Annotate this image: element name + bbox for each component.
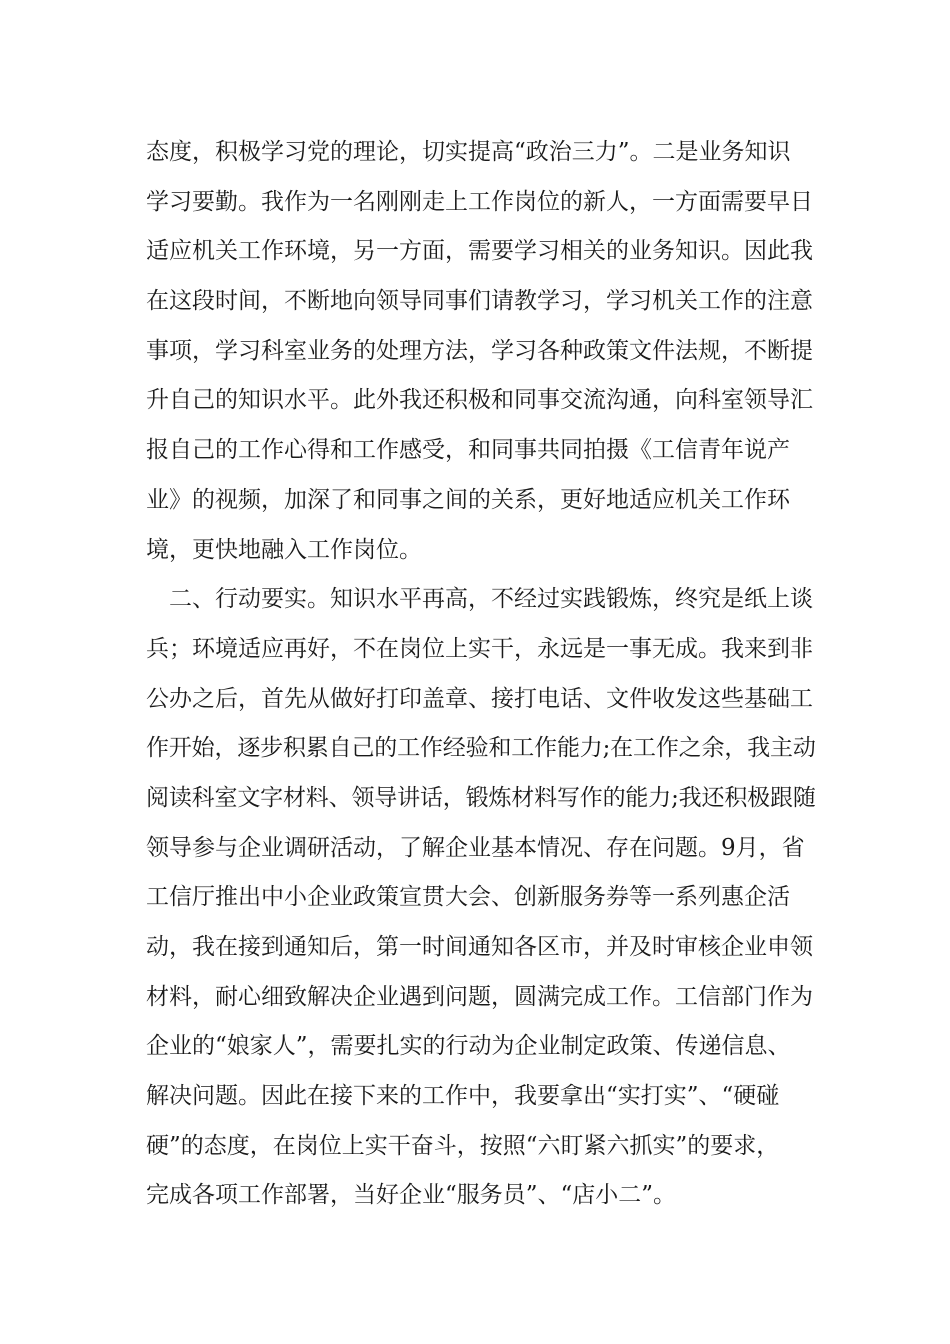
text-line: 报自己的工作心得和工作感受，和同事共同拍摄《工信青年说产: [146, 437, 790, 464]
text-line: 在这段时间，不断地向领导同事们请教学习，学习机关工作的注意: [146, 288, 813, 315]
text-line: 事项，学习科室业务的处理方法，学习各种政策文件法规，不断提: [146, 337, 813, 364]
text-line: 适应机关工作环境，另一方面，需要学习相关的业务知识。因此我: [146, 238, 813, 265]
text-line: 境，更快地融入工作岗位。: [146, 536, 422, 563]
body-text: [146, 128, 816, 1221]
text-line: 升自己的知识水平。此外我还积极和同事交流沟通，向科室领导汇: [146, 387, 813, 414]
text-line: 二、行动要实。知识水平再高，不经过实践锻炼，终究是纸上谈: [146, 586, 813, 613]
text-line: 硬”的态度，在岗位上实干奋斗，按照“六盯紧六抓实”的要求，: [146, 1132, 780, 1159]
text-line: 完成各项工作部署，当好企业“服务员”、“店小二”。: [146, 1182, 677, 1209]
text-line: 业》的视频，加深了和同事之间的关系，更好地适应机关工作环: [146, 486, 790, 513]
text-line: 解决问题。因此在接下来的工作中，我要拿出“实打实”、“硬碰: [146, 1083, 780, 1110]
paragraph-2: [146, 575, 816, 1221]
paragraph-1: [146, 128, 816, 575]
text-line: 领导参与企业调研活动，了解企业基本情况、存在问题。9月，省: [146, 834, 805, 861]
text-line: 学习要勤。我作为一名刚刚走上工作岗位的新人，一方面需要早日: [146, 188, 813, 215]
text-line: 阅读科室文字材料、领导讲话，锻炼材料写作的能力;我还积极跟随: [146, 784, 816, 811]
text-line: 企业的“娘家人”，需要扎实的行动为企业制定政策、传递信息、: [146, 1033, 791, 1060]
text-line: 兵；环境适应再好，不在岗位上实干，永远是一事无成。我来到非: [146, 635, 813, 662]
text-line: 态度，积极学习党的理论，切实提高“政治三力”。二是业务知识: [146, 139, 791, 165]
text-line: 动，我在接到通知后，第一时间通知各区市，并及时审核企业申领: [146, 934, 813, 960]
text-line: 材料，耐心细致解决企业遇到问题，圆满完成工作。工信部门作为: [146, 983, 813, 1010]
text-line: 作开始，逐步积累自己的工作经验和工作能力;在工作之余，我主动: [146, 735, 816, 762]
text-line: 工信厅推出中小企业政策宣贯大会、创新服务券等一系列惠企活: [146, 884, 790, 911]
text-line: 公办之后，首先从做好打印盖章、接打电话、文件收发这些基础工: [146, 685, 813, 712]
